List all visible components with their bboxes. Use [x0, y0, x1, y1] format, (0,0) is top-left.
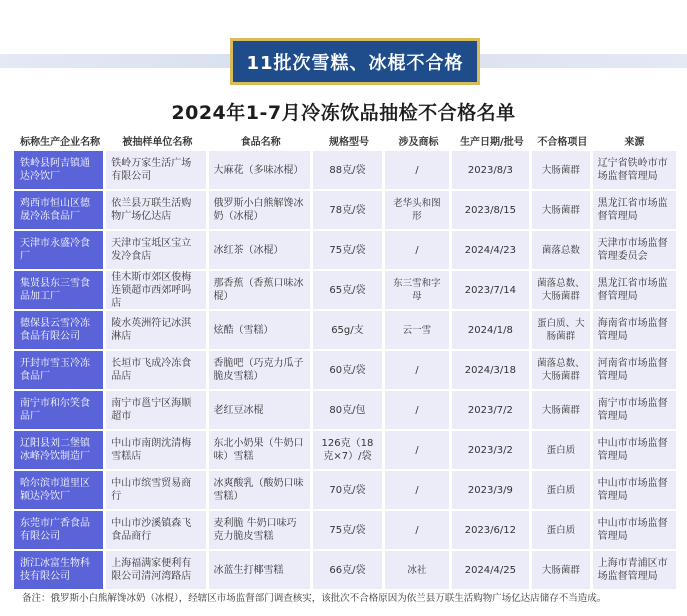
table-row: [14, 191, 676, 229]
date-cell-text: 2024/1/8: [467, 324, 513, 336]
food-name-cell: [209, 471, 310, 509]
producer-cell: [14, 151, 103, 189]
failed-item-cell: [532, 391, 590, 429]
date-cell: [452, 191, 529, 229]
producer-cell: [14, 191, 103, 229]
sampled-unit-cell-text: 上海福满家便利有限公司清河湾路店: [111, 558, 192, 582]
brand-cell: [385, 231, 449, 269]
food-name-cell: [209, 231, 310, 269]
food-name-cell: [209, 511, 310, 549]
sampled-unit-cell: [106, 151, 205, 189]
producer-cell-text: 浙江冰富生物科技有限公司: [20, 558, 90, 582]
sampled-unit-cell-text: 中山市缤雪贸易商行: [111, 478, 192, 502]
food-name-cell-text: 麦利脆 牛奶口味巧克力脆皮雪糕: [213, 518, 297, 542]
sampled-unit-cell-text: 依兰县万联生活购物广场亿达店: [111, 198, 192, 222]
column-header-source: 来源: [624, 137, 645, 148]
sampled-unit-cell: [106, 551, 205, 589]
food-name-cell-text: 俄罗斯小白熊解馋冰奶（冰棍）: [213, 198, 304, 222]
sampled-unit-cell-text: 佳木斯市郊区俊梅连锁超市西郊呼吗店: [111, 271, 192, 309]
sampled-unit-cell: [106, 351, 205, 389]
date-cell-text: 2023/3/2: [467, 444, 513, 456]
source-cell-text: 海南省市场监督管理局: [597, 318, 668, 342]
source-cell: [593, 551, 676, 589]
food-name-cell: [209, 391, 310, 429]
spec-cell-text: 75克/袋: [329, 244, 366, 256]
failed-item-cell: [532, 271, 590, 309]
page-title: 2024年1-7月冷冻饮品抽检不合格名单: [171, 102, 516, 124]
sampled-unit-cell-text: 天津市宝坻区宝立发冷食店: [111, 238, 192, 262]
table-row: [14, 231, 676, 269]
source-cell: [593, 391, 676, 429]
spec-cell: [313, 391, 382, 429]
producer-cell-text: 东莞市广香食品有限公司: [20, 518, 90, 542]
spec-cell: [313, 151, 382, 189]
source-cell-text: 中山市市场监督管理局: [597, 438, 668, 462]
food-name-cell-text: 香脆吧（巧克力瓜子脆皮雪糕）: [213, 358, 304, 382]
source-cell-text: 中山市市场监督管理局: [597, 518, 668, 542]
source-cell: [593, 471, 676, 509]
date-cell: [452, 231, 529, 269]
producer-cell-text: 开封市雪玉冷冻食品厂: [20, 358, 90, 382]
failed-item-cell-text: 蛋白质: [546, 484, 576, 496]
food-name-cell-text: 炫酷（雪糕）: [213, 324, 274, 336]
brand-cell-text: /: [415, 484, 419, 496]
brand-cell: [385, 511, 449, 549]
date-cell: [452, 151, 529, 189]
producer-cell-text: 集贤县东三雪食品加工厂: [20, 278, 90, 302]
brand-cell-text: /: [415, 524, 419, 536]
sampled-unit-cell: [106, 271, 205, 309]
producer-cell-text: 铁岭县阿吉镇通达冷饮厂: [20, 158, 90, 182]
food-name-cell-text: 大麻花（多味冰棍）: [213, 164, 304, 176]
date-cell: [452, 471, 529, 509]
food-name-cell: [209, 551, 310, 589]
sampled-unit-cell: [106, 311, 205, 349]
table-row: [14, 271, 676, 309]
brand-cell: [385, 551, 449, 589]
source-cell: [593, 231, 676, 269]
producer-cell: [14, 471, 103, 509]
column-header-brand: 涉及商标: [398, 137, 439, 148]
table-row: [14, 431, 676, 469]
food-name-cell: [209, 431, 310, 469]
failed-item-cell: [532, 151, 590, 189]
failed-item-cell-text: 蛋白质: [546, 444, 576, 456]
column-header-spec: 规格型号: [328, 137, 369, 148]
column-header-date: 生产日期/批号: [460, 137, 524, 148]
banner: [0, 38, 687, 85]
spec-cell: [313, 271, 382, 309]
column-header-item: 不合格项目: [537, 137, 588, 148]
producer-cell: [14, 231, 103, 269]
producer-cell-text: 南宁市和尔笑食品厂: [20, 398, 90, 422]
failed-item-cell-text: 蛋白质: [546, 524, 576, 536]
table-header: [14, 133, 676, 149]
brand-cell-text: /: [415, 364, 419, 376]
spec-cell: [313, 431, 382, 469]
failed-item-cell-text: 菌落总数、大肠菌群: [537, 278, 585, 302]
failed-item-cell-text: 菌落总数、大肠菌群: [537, 358, 585, 382]
source-cell: [593, 271, 676, 309]
food-name-cell: [209, 351, 310, 389]
sampled-unit-cell: [106, 191, 205, 229]
failed-item-cell-text: 大肠菌群: [541, 204, 580, 216]
food-name-cell: [209, 271, 310, 309]
table-body: [14, 151, 676, 591]
food-name-cell-text: 冰红茶（冰棍）: [213, 244, 284, 256]
table-row: [14, 551, 676, 589]
spec-cell-text: 75克/袋: [329, 524, 366, 536]
spec-cell: [313, 511, 382, 549]
food-name-cell-text: 东北小奶果（牛奶口味）雪糕: [213, 438, 304, 462]
spec-cell-text: 80克/包: [329, 404, 366, 416]
food-name-cell-text: 冰爽酸乳（酸奶口味雪糕）: [213, 478, 304, 502]
date-cell: [452, 311, 529, 349]
failed-item-cell: [532, 231, 590, 269]
spec-cell-text: 65克/袋: [329, 284, 366, 296]
producer-cell-text: 鸡西市恒山区德晟冷冻食品厂: [20, 198, 90, 222]
date-cell: [452, 551, 529, 589]
table-row: [14, 471, 676, 509]
table-row: [14, 311, 676, 349]
producer-cell: [14, 551, 103, 589]
brand-cell: [385, 471, 449, 509]
failed-item-cell-text: 大肠菌群: [541, 404, 580, 416]
spec-cell-text: 65g/支: [331, 324, 364, 336]
source-cell: [593, 431, 676, 469]
producer-cell-text: 天津市永盛冷食厂: [20, 238, 90, 262]
source-cell: [593, 191, 676, 229]
column-header-food: 食品名称: [240, 137, 281, 148]
spec-cell: [313, 551, 382, 589]
sampled-unit-cell-text: 长垣市飞成冷冻食品店: [111, 358, 192, 382]
sampled-unit-cell-text: 南宁市邕宁区海顺超市: [111, 398, 192, 422]
failed-item-cell-text: 大肠菌群: [541, 564, 580, 576]
source-cell: [593, 511, 676, 549]
producer-cell: [14, 351, 103, 389]
table-row: [14, 391, 676, 429]
sampled-unit-cell: [106, 511, 205, 549]
date-cell-text: 2024/3/18: [464, 364, 516, 376]
column-header-producer: 标称生产企业名称: [20, 137, 101, 148]
source-cell-text: 河南省市场监督管理局: [597, 358, 668, 382]
failed-item-cell: [532, 551, 590, 589]
source-cell: [593, 151, 676, 189]
brand-cell-text: /: [415, 444, 419, 456]
sampled-unit-cell: [106, 471, 205, 509]
source-cell: [593, 351, 676, 389]
brand-cell-text: 云一雪: [402, 324, 432, 336]
brand-cell: [385, 351, 449, 389]
date-cell-text: 2023/3/9: [467, 484, 513, 496]
column-header-sampled: 被抽样单位名称: [122, 137, 193, 148]
producer-cell-text: 哈尔滨市道里区颖达冷饮厂: [20, 478, 90, 502]
food-name-cell-text: 老红豆冰棍: [213, 404, 264, 416]
food-name-cell-text: 冰蓝生打椰雪糕: [213, 564, 284, 576]
brand-cell-text: /: [415, 164, 419, 176]
date-cell: [452, 271, 529, 309]
spec-cell-text: 78克/袋: [329, 204, 366, 216]
spec-cell: [313, 191, 382, 229]
failed-item-cell: [532, 351, 590, 389]
date-cell-text: 2023/6/12: [464, 524, 516, 536]
date-cell-text: 2024/4/23: [464, 244, 516, 256]
source-cell-text: 黑龙江省市场监督管理局: [597, 278, 668, 302]
source-cell-text: 黑龙江省市场监督管理局: [597, 198, 668, 222]
failed-item-cell-text: 大肠菌群: [541, 164, 580, 176]
date-cell-text: 2023/7/2: [467, 404, 513, 416]
food-name-cell: [209, 151, 310, 189]
spec-cell-text: 66克/袋: [329, 564, 366, 576]
sampled-unit-cell: [106, 431, 205, 469]
producer-cell: [14, 391, 103, 429]
footnote: 备注：俄罗斯小白熊解馋冰奶（冰棍），经辖区市场监督部门调查核实，该批次不合格原因为依兰县万联生活购物广场亿达店储存不当造成。: [22, 593, 607, 604]
sampled-unit-cell-text: 中山市南朗沈清梅雪糕店: [111, 438, 192, 462]
date-cell-text: 2024/4/25: [464, 564, 516, 576]
failed-item-cell-text: 蛋白质、大肠菌群: [537, 318, 585, 342]
spec-cell-text: 70克/袋: [329, 484, 366, 496]
food-name-cell: [209, 311, 310, 349]
source-cell-text: 南宁市市场监督管理局: [597, 398, 668, 422]
failed-item-cell: [532, 471, 590, 509]
producer-cell: [14, 431, 103, 469]
brand-cell: [385, 151, 449, 189]
producer-cell-text: 德保县云雪冷冻食品有限公司: [20, 318, 90, 342]
spec-cell: [313, 351, 382, 389]
failed-item-cell: [532, 431, 590, 469]
date-cell-text: 2023/7/14: [464, 284, 516, 296]
failed-item-cell: [532, 511, 590, 549]
source-cell-text: 中山市市场监督管理局: [597, 478, 668, 502]
brand-cell-text: 冰社: [407, 564, 427, 576]
source-cell-text: 上海市青浦区市场监督管理局: [597, 558, 668, 582]
spec-cell: [313, 471, 382, 509]
table-row: [14, 351, 676, 389]
date-cell: [452, 351, 529, 389]
brand-cell: [385, 391, 449, 429]
source-cell-text: 辽宁省铁岭市市场监督管理局: [597, 158, 668, 182]
sampled-unit-cell-text: 铁岭万家生活广场有限公司: [111, 158, 192, 182]
brand-cell: [385, 431, 449, 469]
brand-cell: [385, 271, 449, 309]
producer-cell: [14, 271, 103, 309]
brand-cell-text: /: [415, 244, 419, 256]
date-cell: [452, 431, 529, 469]
producer-cell: [14, 511, 103, 549]
date-cell: [452, 391, 529, 429]
spec-cell: [313, 311, 382, 349]
brand-cell: [385, 191, 449, 229]
table-row: [14, 151, 676, 189]
producer-cell: [14, 311, 103, 349]
banner-title: 11批次雪糕、冰棍不合格: [230, 38, 480, 85]
food-name-cell-text: 那香蕉（香蕉口味冰棍）: [213, 278, 304, 302]
food-name-cell: [209, 191, 310, 229]
producer-cell-text: 辽阳县刘二堡镇冰峰冷饮制造厂: [20, 438, 90, 462]
spec-cell-text: 126克（18克×7）/袋: [321, 438, 374, 462]
sampled-unit-cell-text: 中山市沙溪镇森飞食品商行: [111, 518, 192, 542]
date-cell: [452, 511, 529, 549]
failed-item-cell: [532, 311, 590, 349]
spec-cell-text: 60克/袋: [329, 364, 366, 376]
sampled-unit-cell: [106, 391, 205, 429]
sampled-unit-cell-text: 陵水英洲符记冰淇淋店: [111, 318, 192, 342]
brand-cell-text: /: [415, 404, 419, 416]
source-cell-text: 天津市市场监督管理委员会: [597, 238, 668, 262]
brand-cell: [385, 311, 449, 349]
brand-cell-text: 东三雪和字母: [393, 278, 441, 302]
spec-cell: [313, 231, 382, 269]
brand-cell-text: 老华头和图形: [393, 198, 441, 222]
date-cell-text: 2023/8/3: [467, 164, 513, 176]
failed-item-cell: [532, 191, 590, 229]
date-cell-text: 2023/8/15: [464, 204, 516, 216]
table-row: [14, 511, 676, 549]
source-cell: [593, 311, 676, 349]
sampled-unit-cell: [106, 231, 205, 269]
failed-item-cell-text: 菌落总数: [541, 244, 580, 256]
spec-cell-text: 88克/袋: [329, 164, 366, 176]
